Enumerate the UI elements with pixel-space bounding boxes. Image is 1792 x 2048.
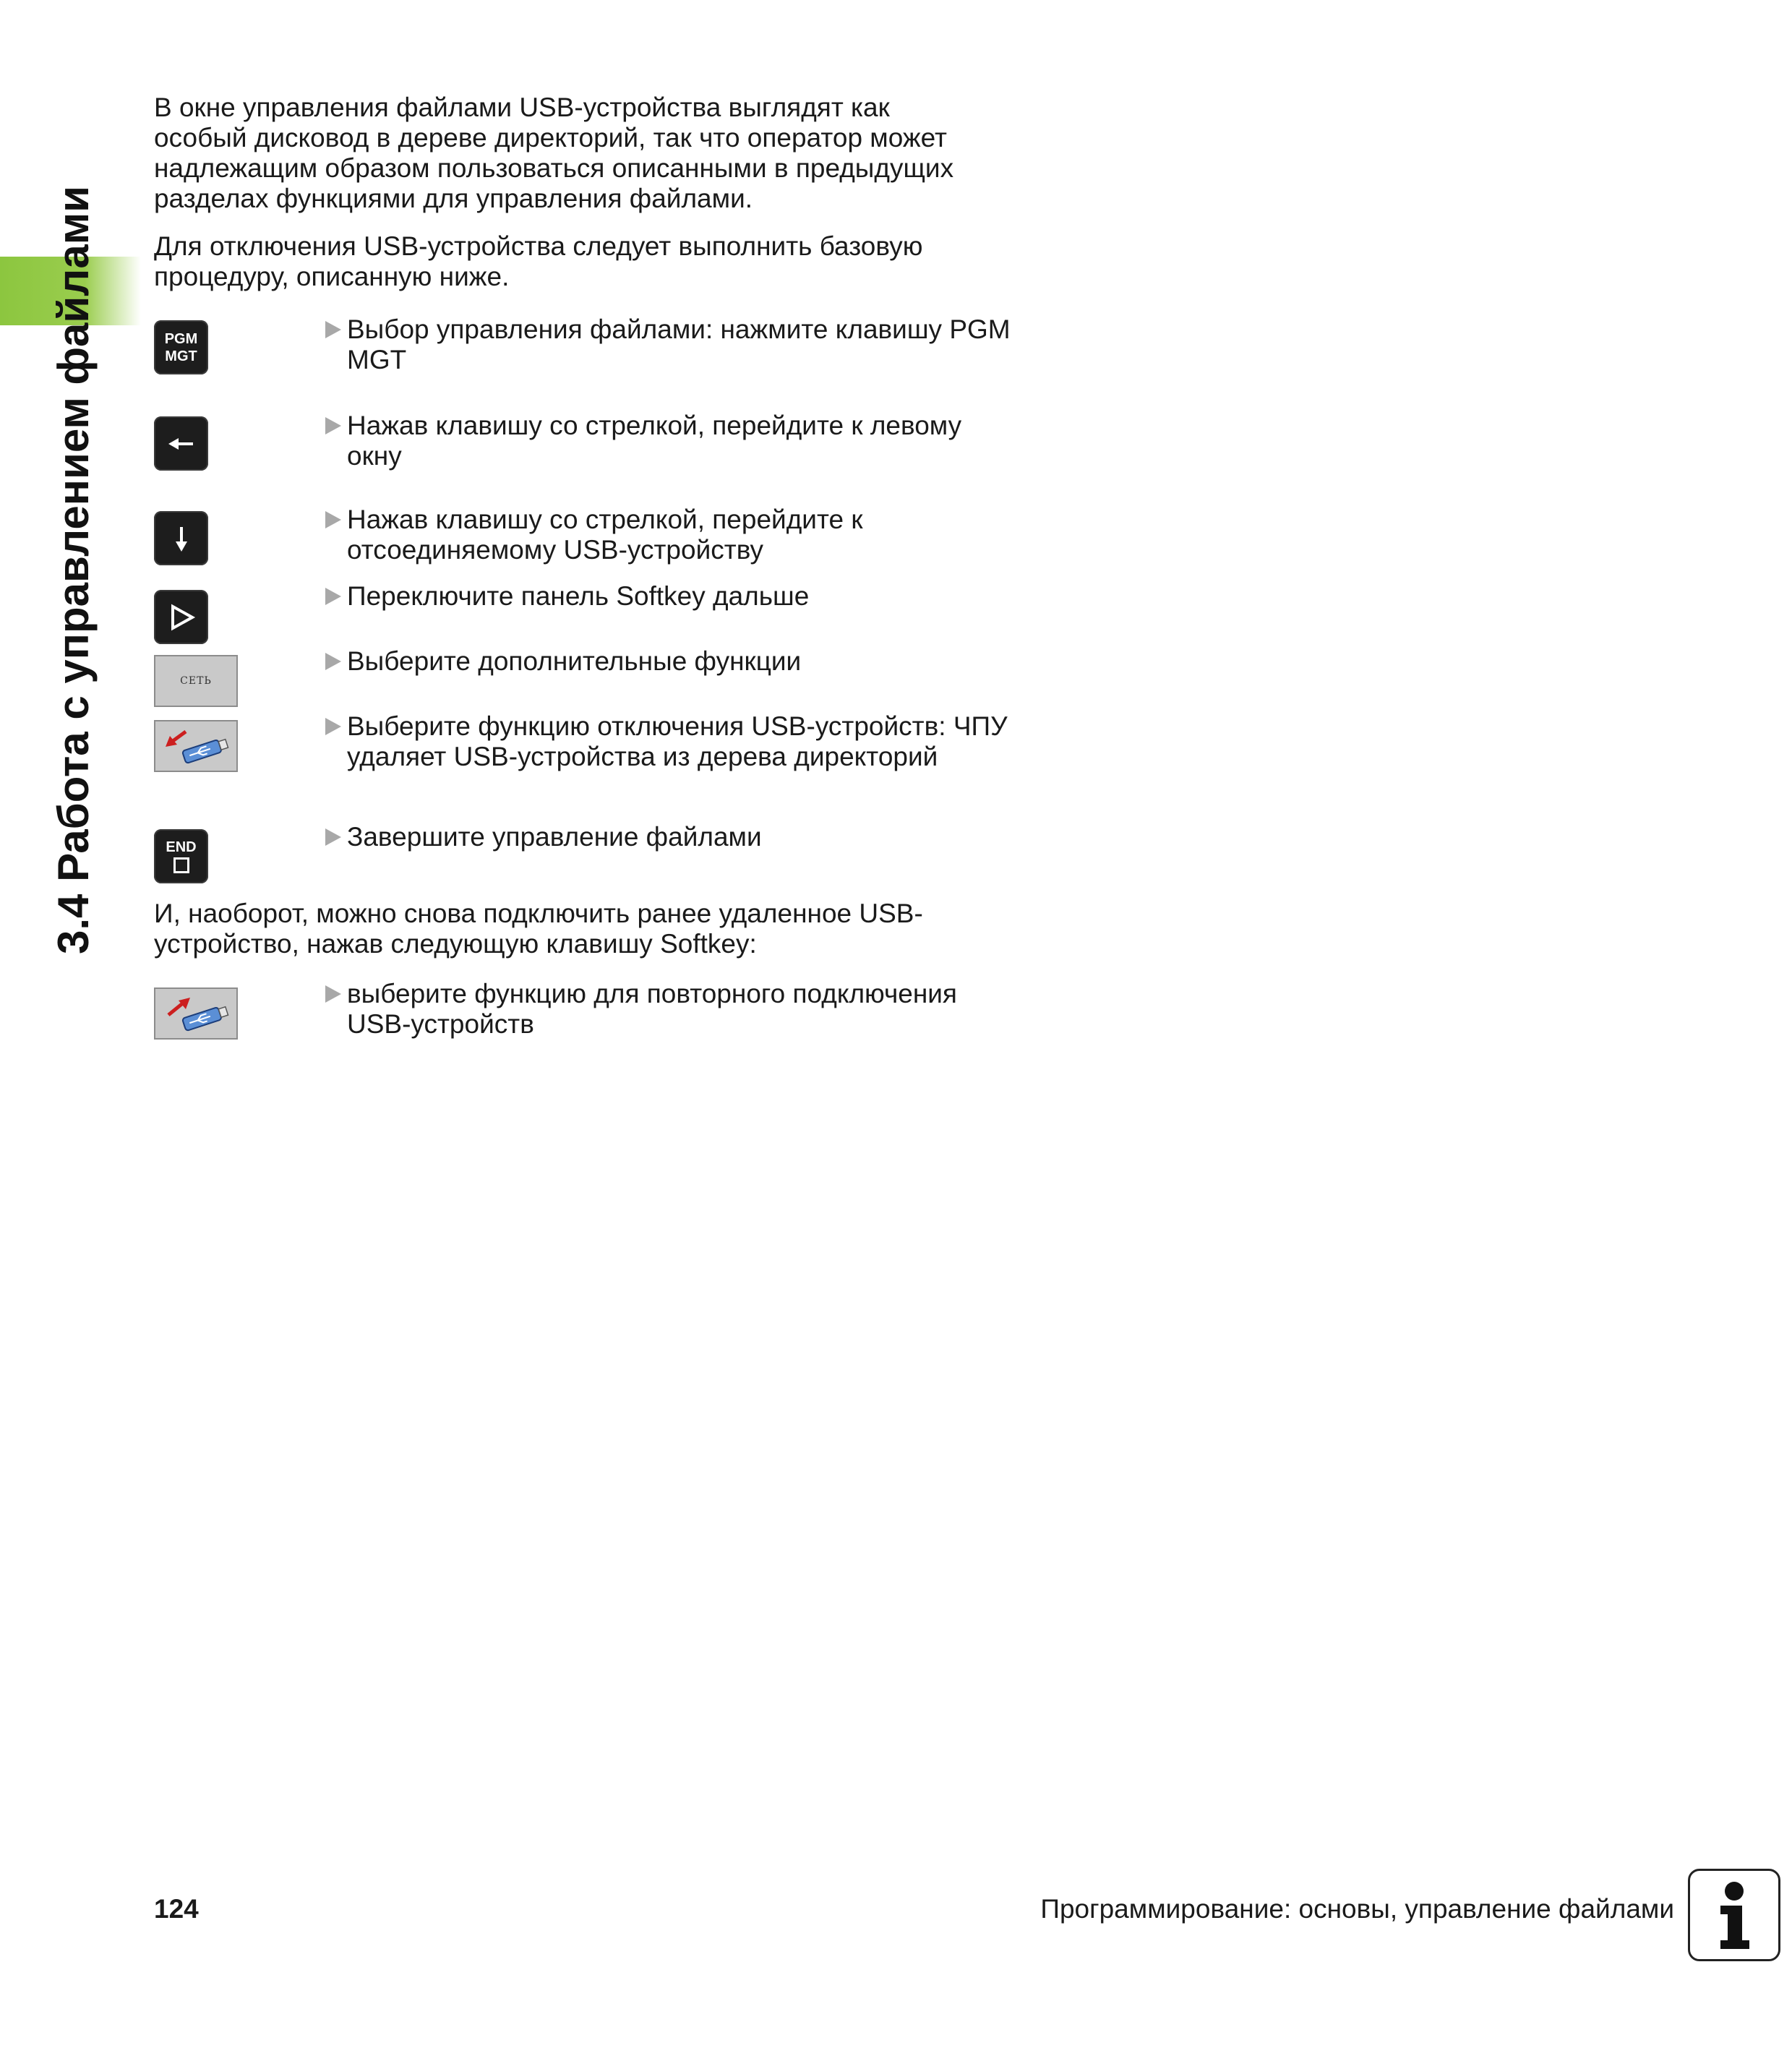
bullet-arrow-icon <box>325 828 341 846</box>
network-softkey-label: СЕТЬ <box>180 675 212 687</box>
step-left-arrow-text-wrap <box>325 411 1012 471</box>
bullet-arrow-icon <box>325 653 341 670</box>
reconnect-paragraph: И, наоборот, можно снова подключить ранее удаленное USB-устройство, нажав следующую клавишу Softkey: <box>154 899 923 959</box>
end-key[interactable] <box>154 829 208 883</box>
bullet-arrow-icon <box>325 718 341 735</box>
step-pgm-mgt-text-wrap <box>325 314 1012 375</box>
step-next-row-text-wrap <box>325 581 1012 612</box>
bullet-arrow-icon <box>325 588 341 605</box>
section-title: 3.4 Работа с управлением файлами <box>49 185 98 954</box>
step-usb-connect-text: выберите функцию для повторного подключения USB-устройств <box>347 979 957 1039</box>
step-left-arrow-text: Нажав клавишу со стрелкой, перейдите к левому окну <box>347 411 962 471</box>
step-next-row-text: Переключите панель Softkey дальше <box>347 581 810 611</box>
pgm-mgt-key[interactable] <box>154 320 208 374</box>
pgm-key-label-bottom: MGT <box>165 348 197 364</box>
bullet-arrow-icon <box>325 985 341 1003</box>
step-down-arrow-text-wrap <box>325 505 1012 565</box>
step-end-text-wrap <box>325 822 1012 852</box>
page-number: 124 <box>154 1894 199 1924</box>
step-usb-disconnect-text-wrap <box>325 711 1012 772</box>
down-arrow-icon <box>173 523 190 554</box>
intro-paragraph-2: Для отключения USB-устройства следует выполнить базовую процедуру, описанную ниже. <box>154 231 923 291</box>
usb-disconnect-icon <box>160 724 232 768</box>
bullet-arrow-icon <box>325 511 341 528</box>
step-end-text: Завершите управление файлами <box>347 822 762 852</box>
reconnect-block <box>154 899 985 959</box>
end-square-icon <box>173 857 189 873</box>
next-row-key[interactable] <box>154 590 208 644</box>
step-network-text: Выберите дополнительные функции <box>347 646 802 676</box>
step-pgm-mgt-text: Выбор управления файлами: нажмите клавишу PGM MGT <box>347 314 1011 374</box>
left-arrow-key[interactable] <box>154 416 208 471</box>
left-arrow-icon <box>166 435 197 453</box>
usb-connect-icon <box>160 992 232 1035</box>
chapter-footer-title: Программирование: основы, управление файлами <box>1040 1894 1674 1924</box>
intro-paragraph-1: В окне управления файлами USB-устройства выглядят как особый дисковод в дереве директорий, так что оператор может надлежащим образом пользоваться описанными в предыдущих разделах функциями для управления файлами. <box>154 93 954 213</box>
pgm-key-label-top: PGM <box>164 330 198 347</box>
usb-disconnect-softkey[interactable] <box>154 720 238 772</box>
end-key-label: END <box>166 839 197 855</box>
next-triangle-icon <box>167 603 196 632</box>
step-usb-disconnect-text: Выберите функцию отключения USB-устройств: ЧПУ удаляет USB-устройства из дерева директорий <box>347 711 1008 771</box>
info-icon <box>1688 1869 1780 1961</box>
bullet-arrow-icon <box>325 417 341 434</box>
intro-block <box>154 93 985 292</box>
step-network-text-wrap <box>325 646 1012 677</box>
step-down-arrow-text: Нажав клавишу со стрелкой, перейдите к отсоединяемому USB-устройству <box>347 505 863 565</box>
step-usb-connect-text-wrap <box>325 979 1012 1040</box>
bullet-arrow-icon <box>325 321 341 338</box>
down-arrow-key[interactable] <box>154 511 208 565</box>
network-softkey[interactable] <box>154 655 238 707</box>
usb-connect-softkey[interactable] <box>154 987 238 1040</box>
info-glyph <box>1690 1871 1778 1959</box>
